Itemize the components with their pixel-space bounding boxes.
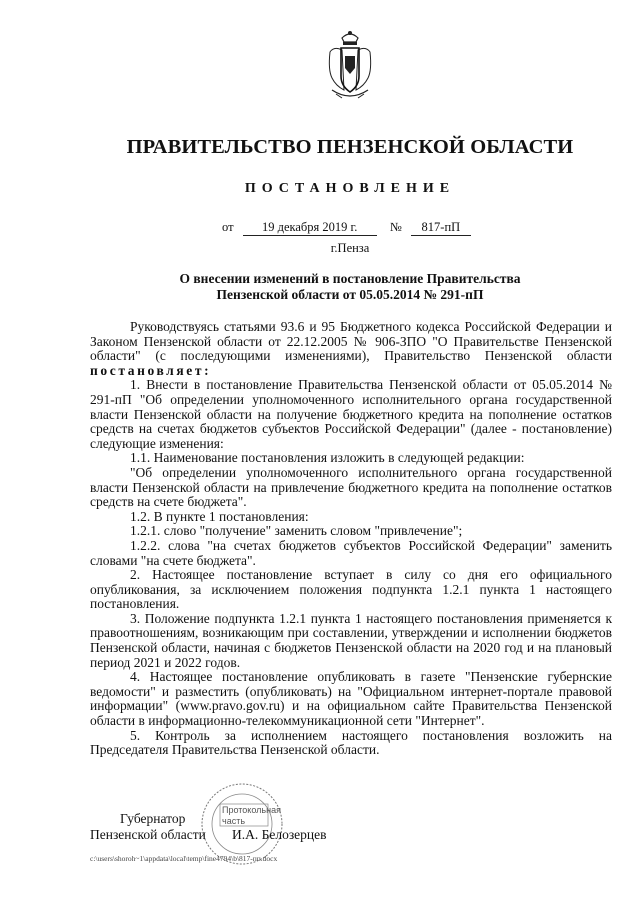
document-number: 817-пП xyxy=(411,220,471,236)
paragraph-3: 3. Положение подпункта 1.2.1 пункта 1 настоящего постановления применяется к правоотношениям, возникающим при составлении, утверждении и исполнении бюджетов Пензенской области, начиная с бюджетов Пензенской области на 2020 год и на плановый период 2021 и 2022 годов. xyxy=(90,610,612,670)
paragraph-1-2-1: 1.2.1. слово "получение" заменить словом "привлечение"; xyxy=(130,523,463,539)
number-prefix: № xyxy=(389,220,402,234)
resolves-word: постановляет: xyxy=(90,362,212,378)
paragraph-2: 2. Настоящее постановление вступает в силу со дня его официального опубликования, за исключением положения подпункта 1.2.1 пункта 1 настоящего постановления. xyxy=(90,567,612,612)
paragraph-1-2: 1.2. В пункте 1 постановления: xyxy=(130,508,309,524)
signatory-title: Губернатор xyxy=(120,811,186,826)
document-body xyxy=(90,320,612,758)
paragraph-5: 5. Контроль за исполнением настоящего постановления возложить на Председателя Правительства Пензенской области. xyxy=(90,727,612,758)
stamp-text xyxy=(222,805,281,827)
paragraph-4: 4. Настоящее постановление опубликовать в газете "Пензенские губернские ведомости" и разместить (опубликовать) на "Официальном интернет-портале правовой информации" (www.pravo.gov.ru) и на официальном сайте Правительства Пензенской области в информационно-телекоммуникационной сети "Интернет". xyxy=(90,669,612,729)
paragraph-1-2-2: 1.2.2. слова "на счетах бюджетов субъектов Российской Федерации" заменить словами "на счете бюджета". xyxy=(90,537,612,568)
document-date: 19 декабря 2019 г. xyxy=(243,220,377,236)
date-prefix: от xyxy=(222,220,234,234)
subject-line-2: Пензенской области от 05.05.2014 № 291-пП xyxy=(216,287,484,302)
paragraph-intro xyxy=(90,320,612,378)
stamp-line-1: Протокольная xyxy=(222,805,281,815)
stamp-line-2: часть xyxy=(222,816,246,826)
paragraph-1-1: 1.1. Наименование постановления изложить в следующей редакции: xyxy=(130,450,525,466)
paragraph-1-1-quote: "Об определении уполномоченного исполнительного органа государственной власти Пензенской области на привлечение бюджетного кредита на пополнение остатков средств на счете бюджета". xyxy=(90,464,612,510)
organization-title: ПРАВИТЕЛЬСТВО ПЕНЗЕНСКОЙ ОБЛАСТИ xyxy=(126,136,574,158)
document-type: ПОСТАНОВЛЕНИЕ xyxy=(244,181,456,196)
intro-text: Руководствуясь статьями 93.6 и 95 Бюджетного кодекса Российской Федерации и Законом Пензенской области от 22.12.2005 № 906-ЗПО "О Правительстве Пензенской области" (с последующими изменениями), Правительство Пензенской области xyxy=(90,319,612,364)
document-subject xyxy=(0,271,640,303)
signatory-name: И.А. Белозерцев xyxy=(232,827,327,842)
date-number-line xyxy=(222,220,471,236)
signatory-region: Пензенской области xyxy=(90,827,206,842)
city: г.Пенза xyxy=(330,241,370,255)
file-path: c:\users\shoroh~1\appdata\local\temp\fine4794\b\817-пп.docx xyxy=(90,854,278,863)
paragraph-1: 1. Внести в постановление Правительства Пензенской области от 05.05.2014 № 291-пП "Об определении уполномоченного исполнительного органа государственной власти Пензенской области на получение бюджетного кредита на пополнение остатков средств на счетах бюджетов субъектов Российской Федерации" (далее - постановление) следующие изменения: xyxy=(90,377,612,451)
subject-line-1: О внесении изменений в постановление Правительства xyxy=(179,271,521,286)
coat-of-arms-emblem xyxy=(322,30,378,102)
